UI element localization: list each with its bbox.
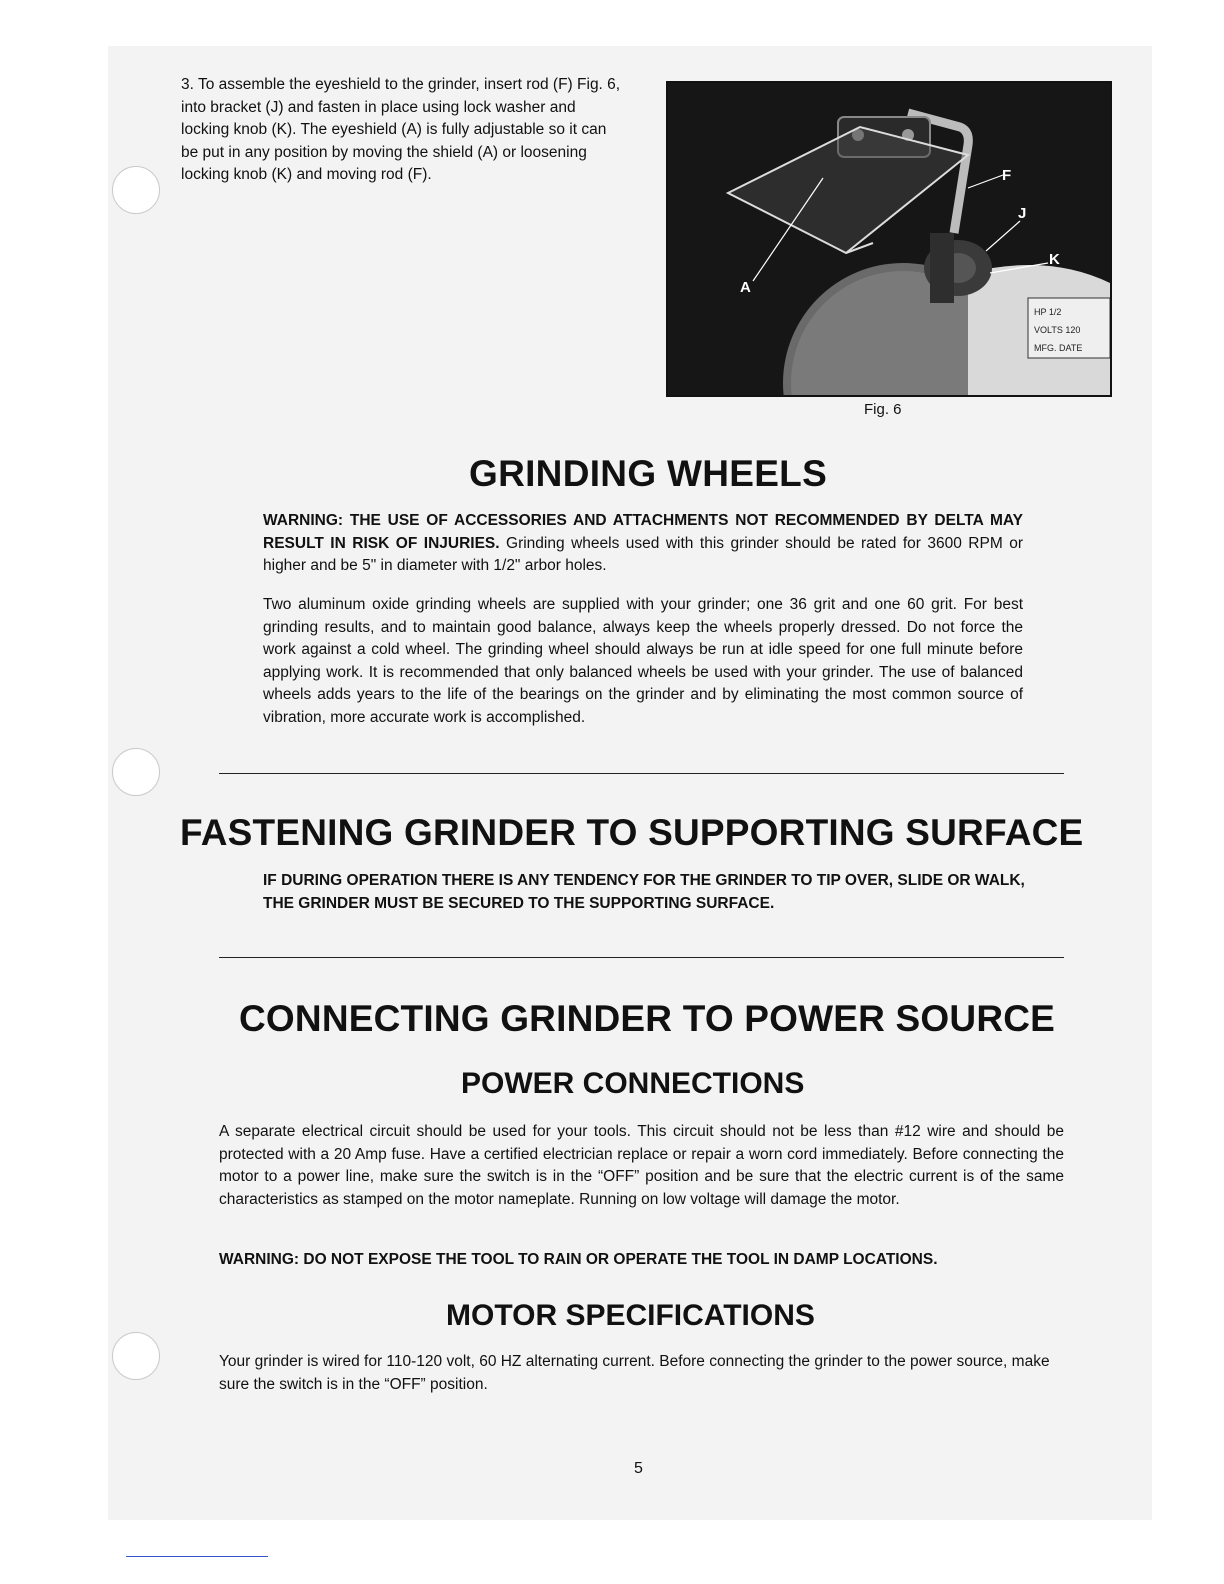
nameplate-line: VOLTS 120 (1034, 325, 1081, 335)
figure-6-eyeshield-photo (666, 81, 1112, 397)
nameplate-line: MFG. DATE (1034, 343, 1083, 353)
power-warning: WARNING: DO NOT EXPOSE THE TOOL TO RAIN OR OPERATE THE TOOL IN DAMP LOCATIONS. (219, 1251, 938, 1268)
section-divider (219, 773, 1064, 774)
nameplate-line: HP 1/2 (1034, 307, 1062, 317)
motor-specifications-paragraph: Your grinder is wired for 110-120 volt, 60 HZ alternating current. Before connecting the grinder to the power source, make sure the switch is in the “OFF” position. (219, 1353, 1050, 1393)
section-divider (219, 957, 1064, 958)
binder-hole (112, 1332, 160, 1380)
warning-bold-text: WARNING: THE USE OF ACCESSORIES AND ATTACHMENTS NOT RECOMMENDED BY DELTA MAY RESULT IN RISK OF INJURIES. (263, 512, 1023, 552)
binder-hole (112, 166, 160, 214)
power-connections-paragraph: A separate electrical circuit should be used for your tools. This circuit should not be less than #12 wire and should be protected with a 20 Amp fuse. Have a certified electrician replace or repair a worn cord immediately. Before connecting the motor to a power line, make sure the switch is in the “OFF” position and be sure that the electric current is of the same characteristics as stamped on the motor nameplate. Running on low voltage will damage the motor. (219, 1123, 1064, 1208)
callout-k: K (1049, 251, 1060, 268)
subheading-motor-specifications: MOTOR SPECIFICATIONS (446, 1299, 815, 1332)
section-heading-grinding-wheels: GRINDING WHEELS (469, 453, 828, 494)
bottom-underline (126, 1556, 268, 1557)
callout-a: A (740, 279, 751, 296)
grinding-wheels-paragraph: Two aluminum oxide grinding wheels are supplied with your grinder; one 36 grit and one 60 grit. For best grinding results, and to maintain good balance, always keep the wheels properly dressed. Do not force the work against a cold wheel. The grinding wheel should always be run at idle speed for one full minute before applying work. It is recommended that only balanced wheels be used with your grinder. The use of balanced wheels adds years to the life of the bearings on the grinder and by eliminating the most common source of vibration, more accurate work is accomplished. (263, 596, 1023, 726)
eyeshield-assembly-step: 3. To assemble the eyeshield to the grinder, insert rod (F) Fig. 6, into bracket (J) and fasten in place using lock washer and locking knob (K). The eyeshield (A) is fully adjustable so it can be put in any position by moving the shield (A) or loosening locking knob (K) and moving rod (F). (181, 76, 621, 183)
grinding-wheels-warning (263, 510, 1023, 578)
subheading-power-connections: POWER CONNECTIONS (461, 1067, 805, 1100)
warning-detail-text: Grinding wheels used with this grinder should be rated for 3600 RPM or higher and be 5" in diameter with 1/2" arbor holes. (263, 534, 1023, 575)
binder-hole (112, 748, 160, 796)
section-heading-connecting: CONNECTING GRINDER TO POWER SOURCE (239, 998, 1056, 1039)
callout-j: J (1018, 205, 1027, 222)
figure-caption: Fig. 6 (864, 401, 902, 418)
eyeshield-illustration (668, 83, 1110, 395)
section-heading-fastening: FASTENING GRINDER TO SUPPORTING SURFACE (180, 812, 1084, 853)
callout-f: F (1002, 167, 1012, 184)
page-number: 5 (634, 1460, 643, 1477)
fastening-warning: IF DURING OPERATION THERE IS ANY TENDENCY FOR THE GRINDER TO TIP OVER, SLIDE OR WALK, THE GRINDER MUST BE SECURED TO THE SUPPORTING SURFACE. (263, 872, 1025, 912)
